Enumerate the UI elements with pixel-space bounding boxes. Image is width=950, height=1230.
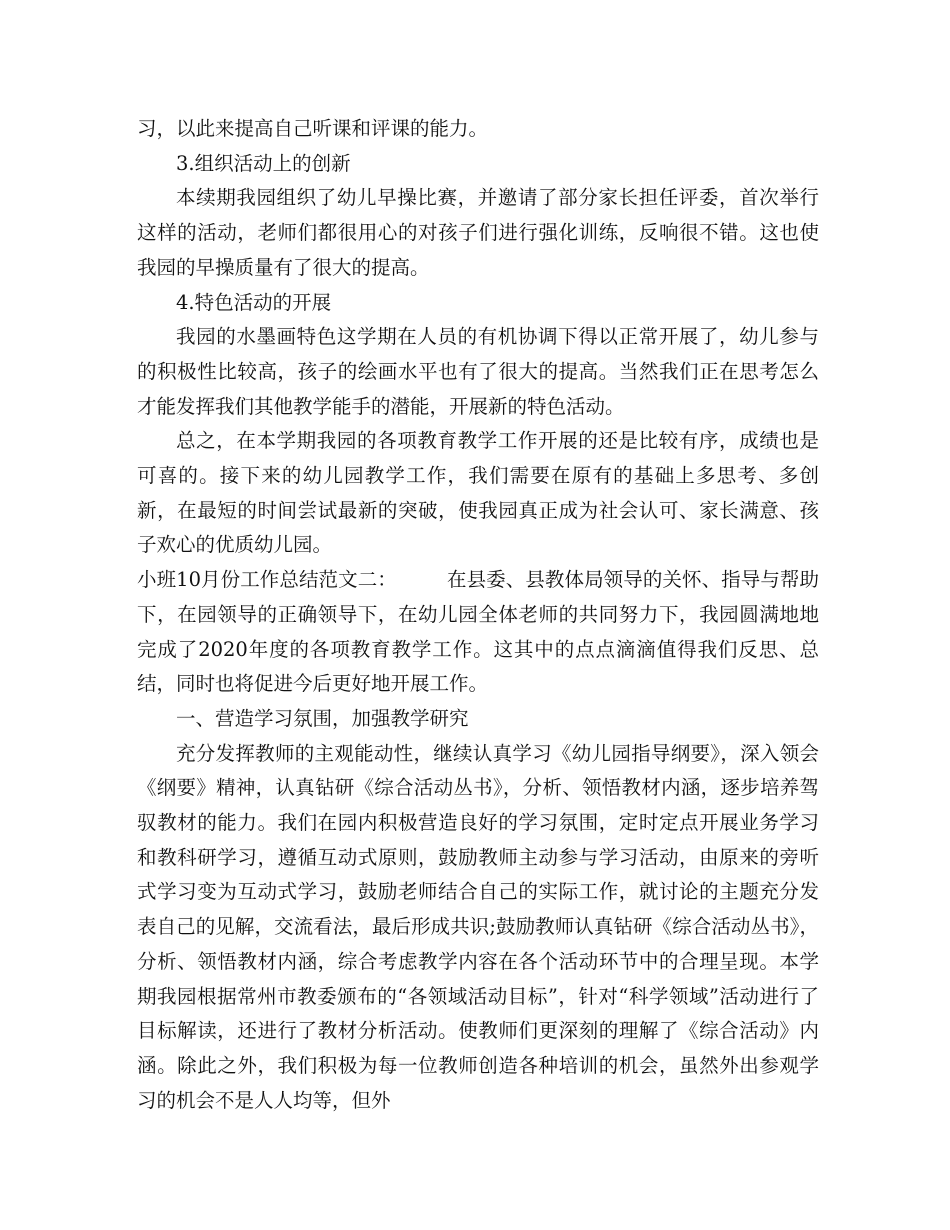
section-intro-paragraph: [137, 563, 819, 702]
paragraph-continued: 习，以此来提高自己听课和评课的能力。: [137, 117, 489, 140]
paragraph-early-exercise: 本续期我园组织了幼儿早操比赛，并邀请了部分家长担任评委，首次举行这样的活动，老师们都很用心的对孩子们进行强化训练，反响很不错。这也使我园的早操质量有了很大的提高。: [137, 186, 819, 279]
heading-4: 4.特色活动的开展: [176, 290, 332, 314]
paragraph-study-atmosphere: 充分发挥教师的主观能动性，继续认真学习《幼儿园指导纲要》，深入领会《纲要》精神，认真钻研《综合活动丛书》，分析、领悟教材内涵，逐步培养驾驭教材的能力。我们在园内积极营造良好的学习氛围，定时定点开展业务学习和教科研学习，遵循互动式原则，鼓励教师主动参与学习活动，由原来的旁听式学习变为互动式学习，鼓励老师结合自己的实际工作，就讨论的主题充分发表自己的见解，交流看法，最后形成共识;鼓励教师认真钻研《综合活动丛书》，分析、领悟教材内涵，综合考虑教学内容在各个活动环节中的合理呈现。本学期我园根据常州市教委颁布的“各领域活动目标”，针对“科学领域”活动进行了目标解读，还进行了教材分析活动。使教师们更深刻的理解了《综合活动》内涵。除此之外，我们积极为每一位教师创造各种培训的机会，虽然外出参观学习的机会不是人人均等，但外: [137, 741, 819, 1112]
section-title: 小班10月份工作总结范文二：: [137, 568, 397, 592]
heading-3: 3.组织活动上的创新: [176, 151, 351, 175]
paragraph-summary: 总之，在本学期我园的各项教育教学工作开展的还是比较有序，成绩也是可喜的。接下来的幼儿园教学工作，我们需要在原有的基础上多思考、多创新，在最短的时间尝试最新的突破，使我园真正成为社会认可、家长满意、孩子欢心的优质幼儿园。: [137, 429, 819, 557]
heading-1: 一、营造学习氛围，加强教学研究: [176, 706, 469, 730]
section-intro: 在县委、县教体局领导的关怀、指导与帮助下，在园领导的正确领导下，在幼儿园全体老师的共同努力下，我园圆满地地完成了2020年度的各项教育教学工作。这其中的点点滴滴值得我们反思、总结，同时也将促进今后更好地开展工作。: [137, 568, 819, 696]
document-body: [137, 112, 819, 1118]
paragraph-ink-painting: 我园的水墨画特色这学期在人员的有机协调下得以正常开展了，幼儿参与的积极性比较高，孩子的绘画水平也有了很大的提高。当然我们正在思考怎么才能发挥我们其他教学能手的潜能，开展新的特色活动。: [137, 325, 819, 418]
